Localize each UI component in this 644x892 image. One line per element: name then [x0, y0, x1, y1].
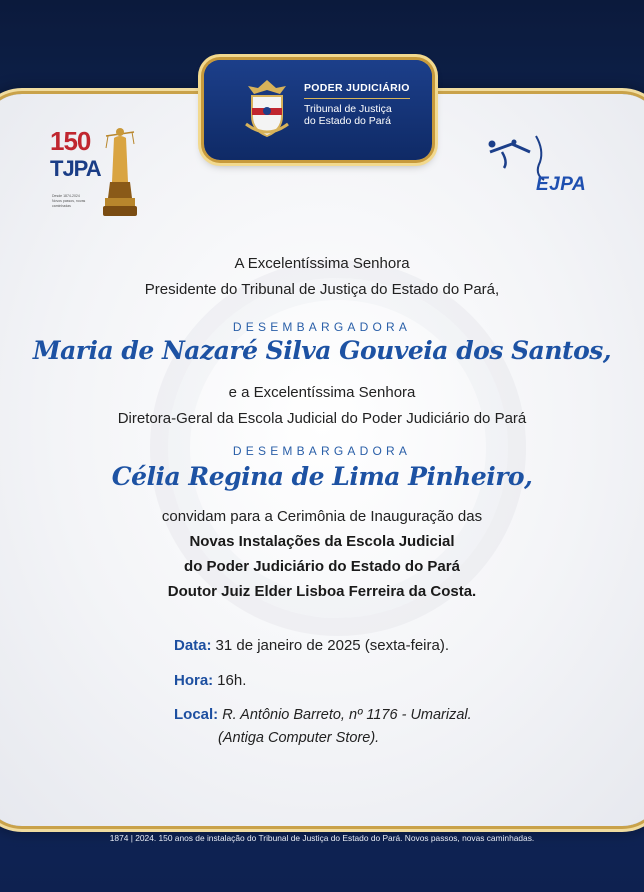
name-maria-de-nazare: Maria de Nazaré Silva Gouveia dos Santos, [32, 336, 612, 365]
coat-of-arms-icon [240, 78, 294, 140]
intro-line-4: Diretora-Geral da Escola Judicial do Poder Judiciário do Pará [117, 410, 527, 427]
time-label: Hora: [174, 672, 214, 689]
intro-line-1: A Excelentíssima Senhora [234, 255, 410, 272]
bold-line-1: Novas Instalações da Escola Judicial [189, 533, 455, 550]
time-row [174, 672, 246, 689]
tjpa-name: TJPA [50, 156, 101, 181]
intro-line-3: e a Excelentíssima Senhora [228, 384, 416, 401]
invite-line: convidam para a Cerimônia de Inauguração das [161, 508, 483, 525]
title-desembargadora-1: DESEMBARGADORA [232, 320, 412, 334]
tjpa-150-logo [48, 122, 138, 222]
footer-text: 1874 | 2024. 150 anos de instalação do Tribunal de Justiça do Estado do Pará. Novos passos, novas caminhadas. [109, 833, 535, 843]
header-subtitle-1: Tribunal de Justiça [304, 103, 392, 115]
ejpa-name: EJPA [536, 174, 587, 195]
tjpa-150-number: 150 [50, 126, 91, 156]
tjpa-motto-text: Novos passos, novas caminhadas [52, 199, 86, 208]
time-value: 16h. [217, 672, 247, 689]
tjpa-years [52, 194, 90, 209]
title-desembargadora-2: DESEMBARGADORA [232, 444, 412, 458]
header-title: PODER JUDICIÁRIO [304, 82, 410, 99]
date-row [174, 637, 449, 654]
date-label: Data: [174, 637, 212, 654]
location-label: Local: [174, 706, 219, 723]
tjpa-years-text: Desde 1874-2024 [52, 194, 80, 198]
date-value: 31 de janeiro de 2025 (sexta-feira). [215, 637, 449, 654]
intro-line-2: Presidente do Tribunal de Justiça do Estado do Pará, [144, 281, 500, 298]
justice-statue-icon [100, 122, 138, 222]
name-celia-regina: Célia Regina de Lima Pinheiro, [111, 462, 533, 491]
header-badge [204, 60, 432, 160]
bold-line-3: Doutor Juiz Elder Lisboa Ferreira da Costa. [167, 583, 477, 600]
location-value-2: (Antiga Computer Store). [218, 730, 380, 746]
ejpa-logo [484, 132, 602, 198]
bold-line-2: do Poder Judiciário do Estado do Pará [184, 558, 460, 575]
location-value-1: R. Antônio Barreto, nº 1176 - Umarizal. [222, 707, 472, 723]
location-row [174, 706, 472, 723]
header-subtitle-2: do Estado do Pará [304, 115, 391, 127]
